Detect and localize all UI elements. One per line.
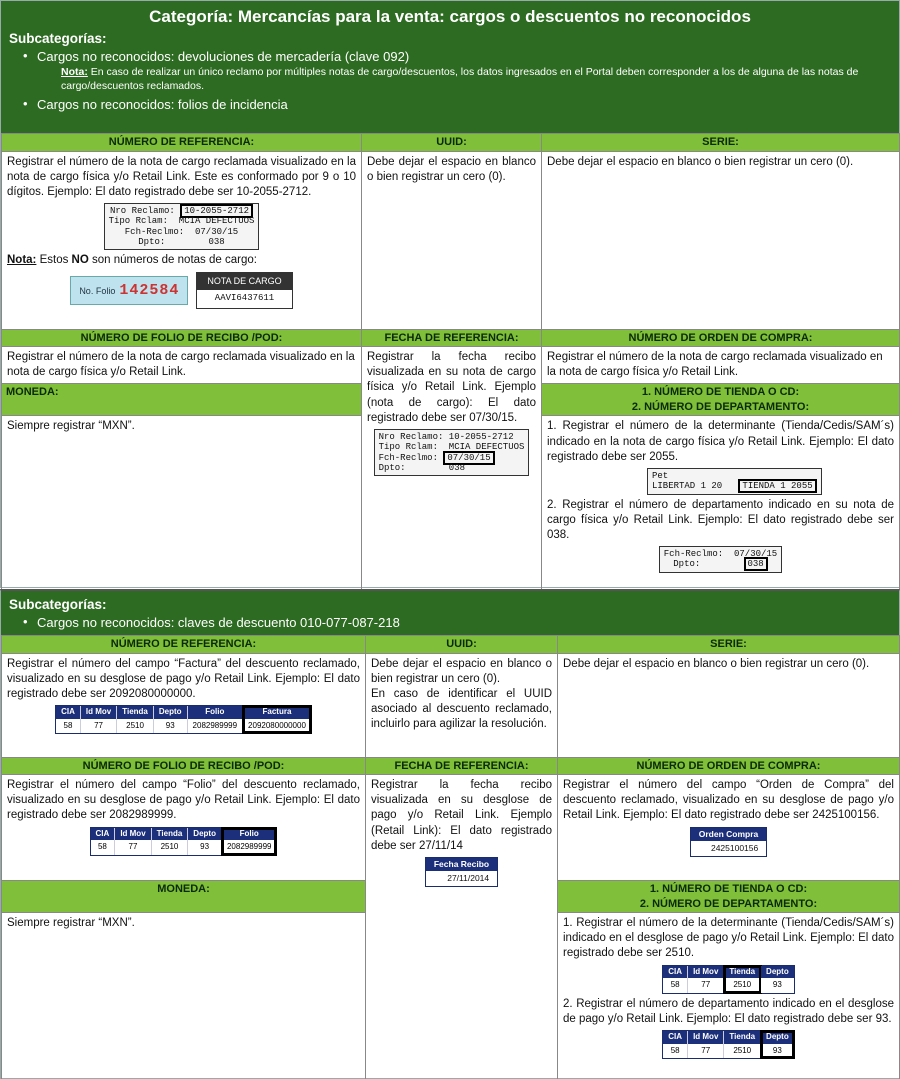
col-header-orden: NÚMERO DE ORDEN DE COMPRA: (558, 757, 900, 775)
cell-serie: Debe dejar el espacio en blanco o bien registrar un cero (0). (542, 151, 900, 329)
cell-uuid: Debe dejar el espacio en blanco o bien registrar un cero (0). En caso de identificar el UUID asociado al descuento reclamado, incluirlo para agilizar la resolución. (366, 653, 558, 757)
subcategories-heading: Subcategorías: (9, 31, 107, 46)
col-header-folio: NÚMERO DE FOLIO DE RECIBO /POD: (2, 329, 362, 347)
section-claves-descuento (0, 589, 900, 1079)
cell-moneda: Siempre registrar “MXN”. (2, 913, 366, 1079)
col-header-folio: NÚMERO DE FOLIO DE RECIBO /POD: (2, 757, 366, 775)
folio-tag: No. Folio 142584 (70, 276, 188, 306)
nota-cargo-snippet: Nro Reclamo: 10-2055-2712 Tipo Rclam: MCIA DEFECTUOS Fch-Reclmo: 07/30/15 Dpto: 038 (104, 203, 260, 250)
col-header-uuid: UUID: (366, 636, 558, 654)
subcategory-note: Nota: En caso de realizar un único reclamo por múltiples notas de cargo/descuentos, los datos ingresados en el Portal deben corresponder a los de alguna de las notas de cargo/descuentos reclamados. (61, 66, 859, 92)
subcategory-bullet: • Cargos no reconocidos: devoluciones de mercadería (clave 092) (1, 48, 899, 65)
tienda-grid: CIA 58 Id Mov 77 Tienda 2510 Depto 93 (662, 965, 794, 994)
col-header-orden: NÚMERO DE ORDEN DE COMPRA: (542, 329, 900, 347)
cell-orden: Registrar el número de la nota de cargo reclamada visualizado en la nota de cargo física y/o Retail Link. (542, 347, 900, 384)
cell-tienda-depto: 1. Registrar el número de la determinante (Tienda/Cedis/SAM´s) indicado en el desglose de pago y/o Retail Link. Ejemplo: El dato registrado debe ser 2510. CIA 58 Id Mov 77 Tienda 2510 Depto 93 2. Registrar el número de departamento indicado en el desglose de pago y/o Retail Link. Ejemplo: El dato registrado debe ser 93. CIA 58 Id Mov 77 Tienda 2510 Depto 93 (558, 913, 900, 1079)
cell-uuid: Debe dejar el espacio en blanco o bien registrar un cero (0). (362, 151, 542, 329)
orden-compra-box: Orden Compra 2425100156 (690, 827, 768, 857)
col-header-referencia: NÚMERO DE REFERENCIA: (2, 134, 362, 152)
depto-grid: CIA 58 Id Mov 77 Tienda 2510 Depto 93 (662, 1030, 794, 1059)
subcategory-bullet: • Cargos no reconocidos: claves de descuento 010-077-087-218 (1, 614, 899, 631)
fields-table (1, 133, 900, 599)
depto-snippet: Fch-Reclmo: 07/30/15 Dpto: 038 (659, 546, 782, 573)
fields-table (1, 635, 900, 1079)
section-header (1, 591, 899, 635)
nota-cargo-tag: NOTA DE CARGO AAVI6437611 (196, 272, 292, 310)
subcategory-bullet: • Cargos no reconocidos: folios de incidencia (1, 96, 899, 113)
col-header-moneda: MONEDA: (2, 384, 362, 416)
fecha-snippet: Nro Reclamo: 10-2055-2712 Tipo Rclam: MCIA DEFECTUOS Fch-Reclmo: 07/30/15 Dpto: 038 (374, 429, 530, 476)
col-header-serie: SERIE: (558, 636, 900, 654)
cell-moneda: Siempre registrar “MXN”. (2, 416, 362, 599)
section-header (1, 1, 899, 133)
cell-folio: Registrar el número del campo “Folio” del descuento reclamado, visualizado en su desglose de pago y/o Retail Link. Ejemplo: El dato registrado debe ser 2082989999. CIA 58 Id Mov 77 Tienda 2510 Depto 93 Folio 2082989999 (2, 775, 366, 881)
folio-examples (70, 272, 292, 310)
cell-referencia: Registrar el número del campo “Factura” del descuento reclamado, visualizado en su desglose de pago y/o Retail Link. Ejemplo: El dato registrado debe ser 2092080000000. CIA 58 Id Mov 77 Tienda 2510 Depto 93 Folio 2082989999 Factura 2092080000000 (2, 653, 366, 757)
folio-grid: CIA 58 Id Mov 77 Tienda 2510 Depto 93 Folio 2082989999 (90, 827, 278, 856)
category-title: Categoría: Mercancías para la venta: cargos o descuentos no reconocidos (149, 7, 751, 26)
col-header-fecha: FECHA DE REFERENCIA: (366, 757, 558, 775)
col-header-uuid: UUID: (362, 134, 542, 152)
cell-fecha: Registrar la fecha recibo visualizada en su nota de cargo física y/o Retail Link. Ejemplo (nota de cargo): El dato registrado debe ser 07/30/15. Nro Reclamo: 10-2055-2712 Tipo Rclam: MCIA DEFECTUOS Fch-Reclmo: 07/30/15 Dpto: 038 (362, 347, 542, 599)
factura-grid: CIA 58 Id Mov 77 Tienda 2510 Depto 93 Folio 2082989999 Factura 2092080000000 (55, 705, 312, 734)
col-header-tienda-depto: 1. NÚMERO DE TIENDA O CD: 2. NÚMERO DE DEPARTAMENTO: (542, 384, 900, 416)
col-header-referencia: NÚMERO DE REFERENCIA: (2, 636, 366, 654)
cell-serie: Debe dejar el espacio en blanco o bien registrar un cero (0). (558, 653, 900, 757)
referencia-text: Registrar el número de la nota de cargo reclamada visualizado en la nota de cargo física y/o Retail Link. Este es conformado por 9 o 10 dígitos. Ejemplo: El dato registrado debe ser 10-2055-2712. (7, 155, 356, 198)
col-header-serie: SERIE: (542, 134, 900, 152)
subcategories-heading: Subcategorías: (9, 597, 107, 612)
col-header-moneda: MONEDA: (2, 881, 366, 913)
cell-fecha: Registrar la fecha recibo visualizada en su desglose de pago y/o Retail Link. Ejemplo (Retail Link): El dato registrado debe ser 27/11/14 Fecha Recibo 27/11/2014 (366, 775, 558, 1079)
cell-orden: Registrar el número del campo “Orden de Compra” del descuento reclamado, visualizado en su desglose de pago y/o Retail Link. Ejemplo: El dato registrado debe ser 2425100156. Orden Compra 2425100156 (558, 775, 900, 881)
cell-referencia (2, 151, 362, 329)
referencia-note: Nota: Estos NO son números de notas de cargo: (7, 254, 257, 267)
col-header-fecha: FECHA DE REFERENCIA: (362, 329, 542, 347)
cell-folio: Registrar el número de la nota de cargo reclamada visualizado en la nota de cargo física y/o Retail Link. (2, 347, 362, 384)
tienda-snippet: Pet LIBERTAD 1 20 TIENDA 1 2055 (647, 468, 822, 495)
col-header-tienda-depto: 1. NÚMERO DE TIENDA O CD: 2. NÚMERO DE DEPARTAMENTO: (558, 881, 900, 913)
cell-tienda-depto: 1. Registrar el número de la determinante (Tienda/Cedis/SAM´s) indicado en la nota de cargo física y/o Retail Link. Ejemplo: El dato registrado debe ser 2055. Pet LIBERTAD 1 20 TIENDA 1 2055 2. Registrar el número de departamento indicado en su nota de cargo física y/o Retail Link. Ejemplo: El dato registrado debe ser 038. Fch-Reclmo: 07/30/15 Dpto: 038 (542, 416, 900, 599)
fecha-recibo-box: Fecha Recibo 27/11/2014 (425, 857, 498, 887)
